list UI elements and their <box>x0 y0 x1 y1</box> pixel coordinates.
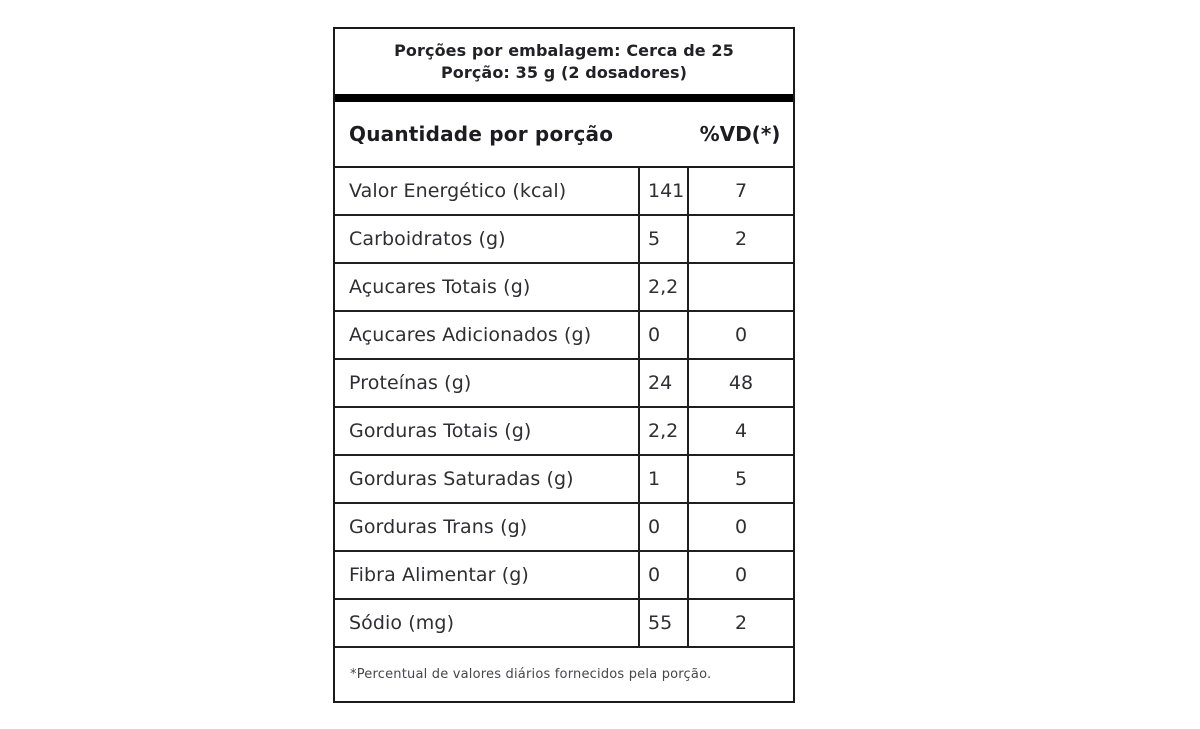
column-header-row <box>335 102 793 168</box>
table-row <box>335 168 793 216</box>
column-header-quantity: Quantidade por porção <box>349 122 614 146</box>
table-row <box>335 264 793 312</box>
nutrient-label: Gorduras Trans (g) <box>349 516 528 538</box>
nutrient-value: 2,2 <box>638 264 689 310</box>
divider-bar <box>335 94 793 102</box>
nutrient-vd: 0 <box>734 516 748 538</box>
nutrient-value: 0 <box>638 504 689 550</box>
nutrient-label: Fibra Alimentar (g) <box>349 564 529 586</box>
nutrient-value: 5 <box>638 216 689 262</box>
nutrient-vd: 5 <box>734 468 748 490</box>
nutrient-value: 0 <box>638 552 689 598</box>
nutrient-vd: 48 <box>728 372 754 394</box>
nutrient-value: 55 <box>638 600 689 646</box>
nutrient-label: Gorduras Totais (g) <box>349 420 532 442</box>
column-header-vd: %VD(*) <box>699 122 781 146</box>
footnote: *Percentual de valores diários fornecidos pela porção. <box>350 667 712 682</box>
nutrient-label: Açucares Adicionados (g) <box>349 324 592 346</box>
nutrient-vd: 2 <box>734 612 748 634</box>
nutrient-label: Açucares Totais (g) <box>349 276 531 298</box>
table-row <box>335 312 793 360</box>
servings-per-package: Porções por embalagem: Cerca de 25 <box>394 40 734 60</box>
nutrient-value: 2,2 <box>638 408 689 454</box>
table-row <box>335 408 793 456</box>
table-row <box>335 504 793 552</box>
nutrient-label: Carboidratos (g) <box>349 228 506 250</box>
serving-info-header <box>335 29 793 94</box>
nutrient-label: Gorduras Saturadas (g) <box>349 468 574 490</box>
nutrient-value: 24 <box>638 360 689 406</box>
nutrient-label: Sódio (mg) <box>349 612 455 634</box>
nutrient-vd: 4 <box>734 420 748 442</box>
table-row <box>335 552 793 600</box>
nutrient-vd <box>689 264 793 310</box>
table-row <box>335 600 793 648</box>
nutrition-facts-table <box>333 27 795 703</box>
nutrient-vd: 7 <box>734 180 748 202</box>
serving-size: Porção: 35 g (2 dosadores) <box>440 62 688 82</box>
table-row <box>335 456 793 504</box>
nutrient-value: 141 <box>638 168 689 214</box>
table-row <box>335 360 793 408</box>
nutrient-value: 0 <box>638 312 689 358</box>
nutrient-label: Proteínas (g) <box>349 372 472 394</box>
nutrient-vd: 0 <box>734 324 748 346</box>
nutrient-label: Valor Energético (kcal) <box>349 180 567 202</box>
nutrient-value: 1 <box>638 456 689 502</box>
nutrient-vd: 0 <box>734 564 748 586</box>
nutrient-vd: 2 <box>734 228 748 250</box>
table-row <box>335 216 793 264</box>
